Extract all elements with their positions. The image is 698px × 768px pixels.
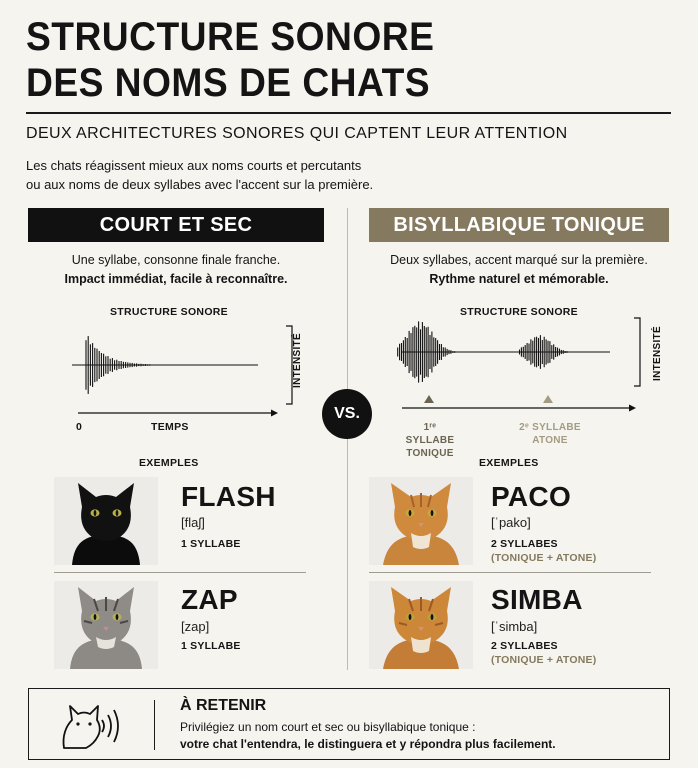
title-line-2: DES NOMS DE CHATS	[26, 61, 431, 105]
marker-second-syllable	[518, 421, 582, 447]
left-desc-line-1: Une syllabe, consonne finale franche.	[71, 253, 281, 267]
banner-bisyllabique-tonique: BISYLLABIQUE TONIQUE	[369, 208, 669, 242]
page-title	[26, 14, 491, 106]
intro-line-1: Les chats réagissent mieux aux noms courts et percutants	[26, 158, 362, 173]
orange-cat-icon	[369, 477, 473, 565]
title-line-1: STRUCTURE SONORE	[26, 15, 435, 59]
example-phonetic-zap: [zap]	[181, 619, 210, 634]
example-syllables-simba: 2 SYLLABES	[491, 640, 558, 652]
tabby-cat-icon	[54, 581, 158, 669]
cat-photo-paco	[369, 477, 473, 565]
left-description	[28, 251, 324, 289]
right-intensity-label: INTENSITÉ	[652, 326, 663, 381]
example-phonetic-paco: [ˈpako]	[491, 515, 531, 530]
left-desc-line-2: Impact immédiat, facile à reconnaître.	[64, 272, 288, 286]
example-syllables-paco: 2 SYLLABES	[491, 538, 558, 550]
retain-line-1: Privilégiez un nom court et sec ou bisyllabique tonique :	[180, 720, 476, 734]
cat-photo-zap	[54, 581, 158, 669]
retain-line-2: votre chat l'entendra, le distinguera et y répondra plus facilement.	[180, 737, 556, 751]
right-time-arrow	[629, 405, 636, 412]
left-waveform-chart	[60, 320, 320, 440]
right-example-separator	[369, 572, 651, 573]
example-phonetic-simba: [ˈsimba]	[491, 619, 538, 634]
orange-cat-icon	[369, 581, 473, 669]
left-intensity-label: INTENSITÉ	[292, 333, 303, 388]
marker-second-line-2: ATONE	[532, 435, 568, 446]
example-name-zap: ZAP	[181, 584, 238, 615]
subtitle: DEUX ARCHITECTURES SONORES QUI CAPTENT LEUR ATTENTION	[26, 125, 568, 142]
banner-court-et-sec: COURT ET SEC	[28, 208, 324, 242]
left-time-arrow	[271, 410, 278, 417]
example-syllables-zap: 1 SYLLABE	[181, 640, 241, 652]
example-syllables-flash: 1 SYLLABE	[181, 538, 241, 550]
retain-title: À RETENIR	[180, 697, 267, 714]
header-divider	[26, 112, 671, 114]
vs-badge: VS.	[322, 389, 372, 439]
triangle-marker-icon	[423, 394, 435, 404]
right-description	[369, 251, 669, 289]
right-waveform-chart	[396, 312, 662, 412]
left-chart-title: STRUCTURE SONORE	[110, 306, 228, 318]
example-detail-paco: (TONIQUE + ATONE)	[491, 552, 597, 564]
left-example-separator	[54, 572, 306, 573]
marker-first-line-2: TONIQUE	[406, 448, 454, 459]
right-desc-line-1: Deux syllabes, accent marqué sur la première.	[390, 253, 648, 267]
right-examples-label: EXEMPLES	[479, 457, 539, 469]
cat-photo-simba	[369, 581, 473, 669]
marker-second-line-1: 2ᵉ SYLLABE	[519, 422, 581, 433]
example-name-flash: FLASH	[181, 481, 276, 512]
marker-first-line-1: 1ʳᵉ SYLLABE	[405, 422, 455, 446]
example-detail-simba: (TONIQUE + ATONE)	[491, 654, 597, 666]
example-name-simba: SIMBA	[491, 584, 583, 615]
right-chart-title: STRUCTURE SONORE	[460, 306, 578, 318]
black-cat-icon	[54, 477, 158, 565]
right-desc-line-2: Rythme naturel et mémorable.	[429, 272, 609, 286]
triangle-marker-icon	[542, 394, 554, 404]
left-examples-label: EXEMPLES	[139, 457, 199, 469]
retain-divider	[154, 700, 155, 750]
left-time-label: TEMPS	[151, 421, 189, 433]
example-name-paco: PACO	[491, 481, 572, 512]
right-intensity-bracket	[634, 318, 640, 386]
intro-text	[26, 156, 446, 194]
marker-first-syllable	[398, 421, 462, 460]
cat-listening-icon	[56, 698, 128, 752]
cat-photo-flash	[54, 477, 158, 565]
intro-line-2: ou aux noms de deux syllabes avec l'accent sur la première.	[26, 177, 374, 192]
column-divider	[347, 208, 348, 670]
example-phonetic-flash: [flaʃ]	[181, 515, 205, 530]
left-axis-zero: 0	[76, 421, 83, 433]
